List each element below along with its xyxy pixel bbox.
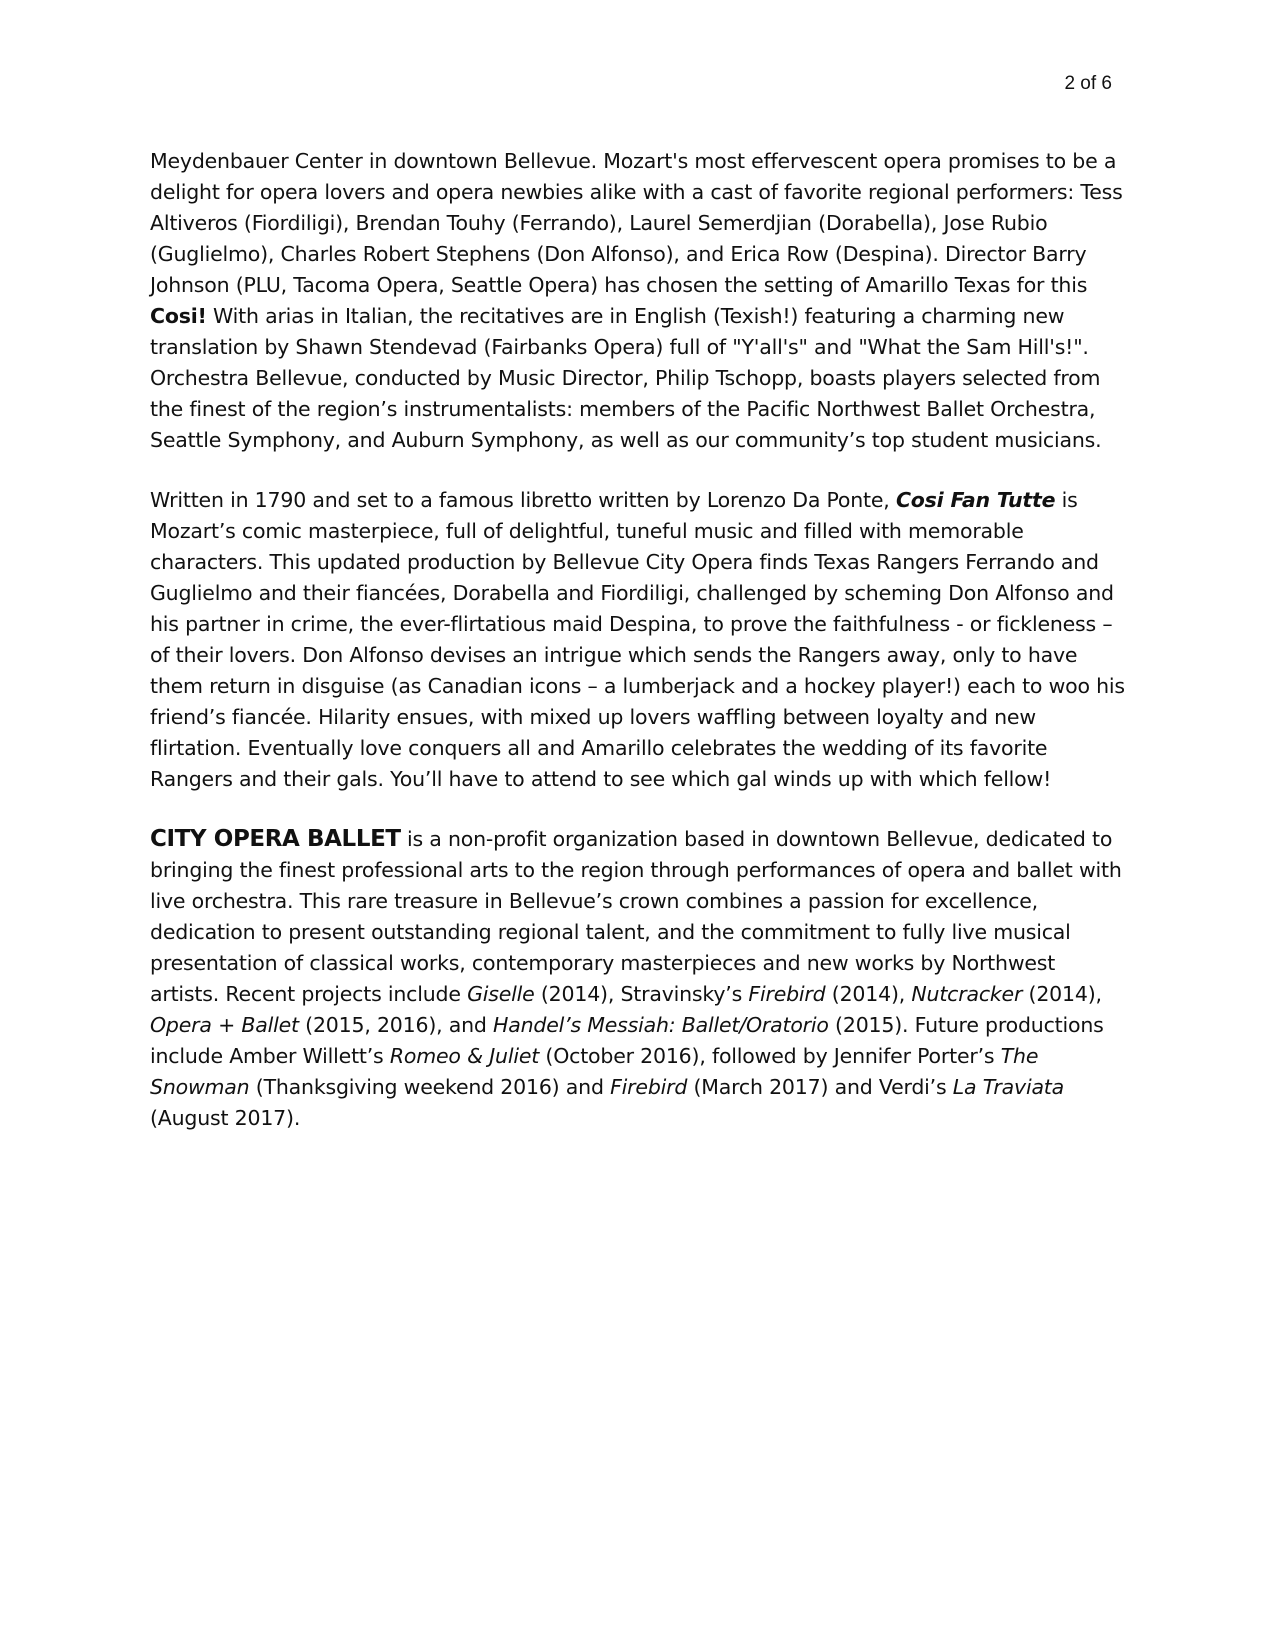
text-run: is Mozart’s comic masterpiece, full of delightful, tuneful music and filled with memorable characters. This updated production by Bellevue City Opera finds Texas Rangers Ferrando and Guglielmo and their fiancées, Dorabella and Fiordiligi, challenged by scheming Don Alfonso and his partner in crime, the ever-flirtatious maid Despina, to prove the faithfulness - or fickleness – of their lovers. Don Alfonso devises an intrigue which sends the Rangers away, only to have them return in disguise (as Canadian icons – a lumberjack and a hockey player!) each to woo his friend’s fiancée. Hilarity ensues, with mixed up lovers waffling between loyalty and new flirtation. Eventually love conquers all and Amarillo celebrates the wedding of its favorite Rangers and their gals. You’ll have to attend to see which gal winds up with which fellow! [150,488,1125,791]
text-run: (2014), [825,982,912,1006]
work-title: Handel’s Messiah: Ballet/Oratorio [493,1013,829,1037]
paragraph-organization [150,824,1125,1134]
paragraph-synopsis [150,485,1125,795]
page-number: 2 of 6 [1064,73,1112,94]
text-run: (August 2017). [150,1106,301,1130]
opera-title: Cosi Fan Tutte [895,488,1056,512]
work-title: The Snowman [150,1044,1039,1099]
paragraph-cast [150,146,1125,456]
work-title: Firebird [748,982,826,1006]
text-run: is a non-profit organization based in downtown Bellevue, dedicated to bringing the finest professional arts to the region through performances of opera and ballet with live orchestra. This rare treasure in Bellevue’s crown combines a passion for excellence, dedication to present outstanding regional talent, and the commitment to fully live musical presentation of classical works, contemporary masterpieces and new works by Northwest artists. Recent projects include [150,827,1122,1006]
text-run: (March 2017) and Verdi’s [687,1075,953,1099]
organization-name: CITY OPERA BALLET [150,826,401,852]
text-run: (2015, 2016), and [298,1013,494,1037]
text-run: Meydenbauer Center in downtown Bellevue. Mozart's most effervescent opera promises to be a delight for opera lovers and opera newbies alike with a cast of favorite regional performers: Tess Altiveros (Fiordiligi), Brendan Touhy (Ferrando), Laurel Semerdjian (Dorabella), Jose Rubio (Guglielmo), Charles Robert Stephens (Don Alfonso), and Erica Row (Despina). Director Barry Johnson (PLU, Tacoma Opera, Seattle Opera) has chosen the setting of Amarillo Texas for this [150,149,1123,297]
cosi-emphasis: Cosi! [150,304,207,328]
text-run: (2015). Future productions include Amber Willett’s [150,1013,1104,1068]
text-run: (2014), Stravinsky’s [534,982,749,1006]
work-title: Giselle [467,982,535,1006]
text-run: (October 2016), followed by Jennifer Porter’s [539,1044,1001,1068]
document-body [150,146,1125,1163]
work-title: Romeo & Juliet [389,1044,540,1068]
work-title: Opera + Ballet [150,1013,299,1037]
work-title: Firebird [610,1075,688,1099]
work-title: Nutcracker [911,982,1023,1006]
work-title: La Traviata [952,1075,1065,1099]
text-run: (2014), [1022,982,1102,1006]
text-run: (Thanksgiving weekend 2016) and [249,1075,611,1099]
text-run: Written in 1790 and set to a famous libretto written by Lorenzo Da Ponte, [150,488,896,512]
text-run: With arias in Italian, the recitatives are in English (Texish!) featuring a charming new translation by Shawn Stendevad (Fairbanks Opera) full of "Y'all's" and "What the Sam Hill's!". Orchestra Bellevue, conducted by Music Director, Philip Tschopp, boasts players selected from the finest of the region’s instrumentalists: members of the Pacific Northwest Ballet Orchestra, Seattle Symphony, and Auburn Symphony, as well as our community’s top student musicians. [150,304,1102,452]
